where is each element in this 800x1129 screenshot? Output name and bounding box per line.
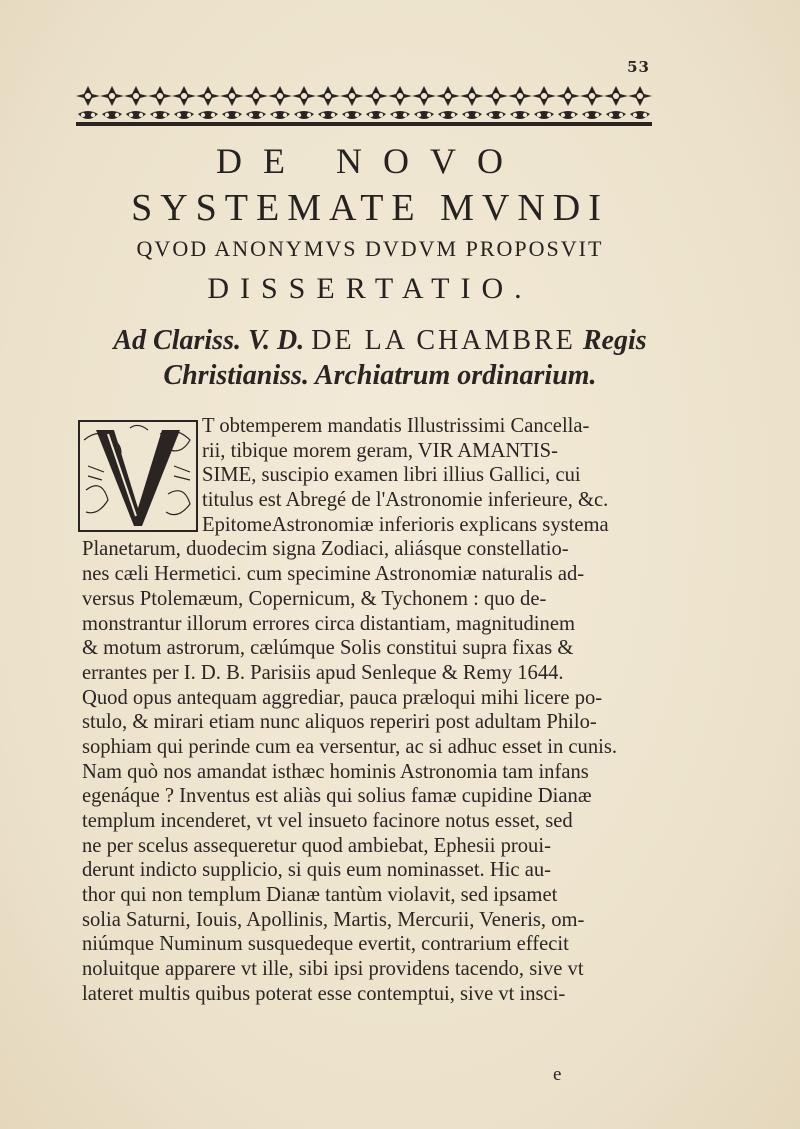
dedication-suffix: Regis bbox=[582, 325, 647, 356]
body-line: derunt indicto supplicio, si quis eum nominasset. Hic au- bbox=[82, 859, 552, 882]
body-line: noluitque apparere vt ille, sibi ipsi providens tacendo, sive vt bbox=[82, 958, 584, 981]
body-line: lateret multis quibus poterat esse contemptui, sive vt insci- bbox=[82, 982, 566, 1005]
body-line: solia Saturni, Iouis, Apollinis, Martis, Mercurii, Veneris, om- bbox=[82, 908, 585, 931]
body-line: titulus est Abregé de l'Astronomie inferieure, &c. bbox=[202, 489, 609, 512]
body-line: versus Ptolemæum, Copernicum, & Tychonem : quo de- bbox=[82, 587, 547, 610]
body-line: templum incenderet, vt vel insueto facinore notus esset, sed bbox=[82, 810, 573, 832]
heading-systemate-mundi: SYSTEMATE MVNDI bbox=[131, 187, 609, 229]
body-line: stulo, & mirari etiam nunc aliquos reperiri post adultam Philo- bbox=[82, 711, 597, 734]
catchword: e bbox=[553, 1064, 562, 1085]
dedication-line-1 bbox=[60, 325, 700, 357]
body-line: egenáque ? Inventus est aliàs qui solius famæ cupidine Dianæ bbox=[82, 785, 592, 808]
body-line: thor qui non templum Dianæ tantùm violavit, sed ipsamet bbox=[82, 884, 558, 907]
heading-quod-anonymus: QVOD ANONYMVS DVDVM PROPOSVIT bbox=[136, 236, 604, 261]
ornament-band bbox=[76, 84, 652, 130]
page-number: 53 bbox=[627, 58, 650, 76]
body-line: Quod opus antequam aggrediar, pauca præloqui mihi licere po- bbox=[82, 686, 603, 709]
body-line: errantes per I. D. B. Parisiis apud Senleque & Remy 1644. bbox=[82, 661, 564, 684]
body-line: monstrantur illorum errores circa distantiam, magnitudinem bbox=[82, 612, 575, 635]
body-line: T obtemperem mandatis Illustrissimi Cancella- bbox=[202, 415, 590, 437]
body-line: niúmque Numinum susquedeque evertit, contrarium effecit bbox=[82, 933, 569, 956]
body-line: Planetarum, duodecim signa Zodiaci, aliásque constellatio- bbox=[82, 538, 569, 561]
body-line: Nam quò nos amandat isthæc hominis Astronomia tam infans bbox=[82, 760, 589, 783]
body-line: nes cæli Hermetici. cum specimine Astronomiæ naturalis ad- bbox=[82, 563, 585, 586]
heading-dissertatio: DISSERTATIO. bbox=[207, 272, 533, 305]
heading-de-novo: DE NOVO bbox=[216, 141, 524, 181]
body-line: SIME, suscipio examen libri illius Gallici, cui bbox=[202, 464, 581, 487]
dedication-line-2: Christianiss. Archiatrum ordinarium. bbox=[163, 360, 597, 391]
body-paragraph bbox=[82, 414, 660, 1007]
body-line: ne per scelus assequeretur quod ambiebat, Ephesii proui- bbox=[82, 834, 551, 857]
body-line: EpitomeAstronomiæ inferioris explicans systema bbox=[202, 513, 609, 536]
body-line: sophiam qui perinde cum ea versentur, ac si adhuc esset in cunis. bbox=[82, 735, 618, 758]
body-line: & motum astrorum, cælúmque Solis constitui supra fixas & bbox=[82, 637, 574, 660]
body-line: rii, tibique morem geram, VIR AMANTIS- bbox=[202, 439, 558, 462]
drop-cap-letter: V bbox=[138, 480, 139, 481]
dedication-name: DE LA CHAMBRE bbox=[311, 325, 576, 356]
dedication-prefix: Ad Clariss. V. D. bbox=[113, 325, 305, 356]
